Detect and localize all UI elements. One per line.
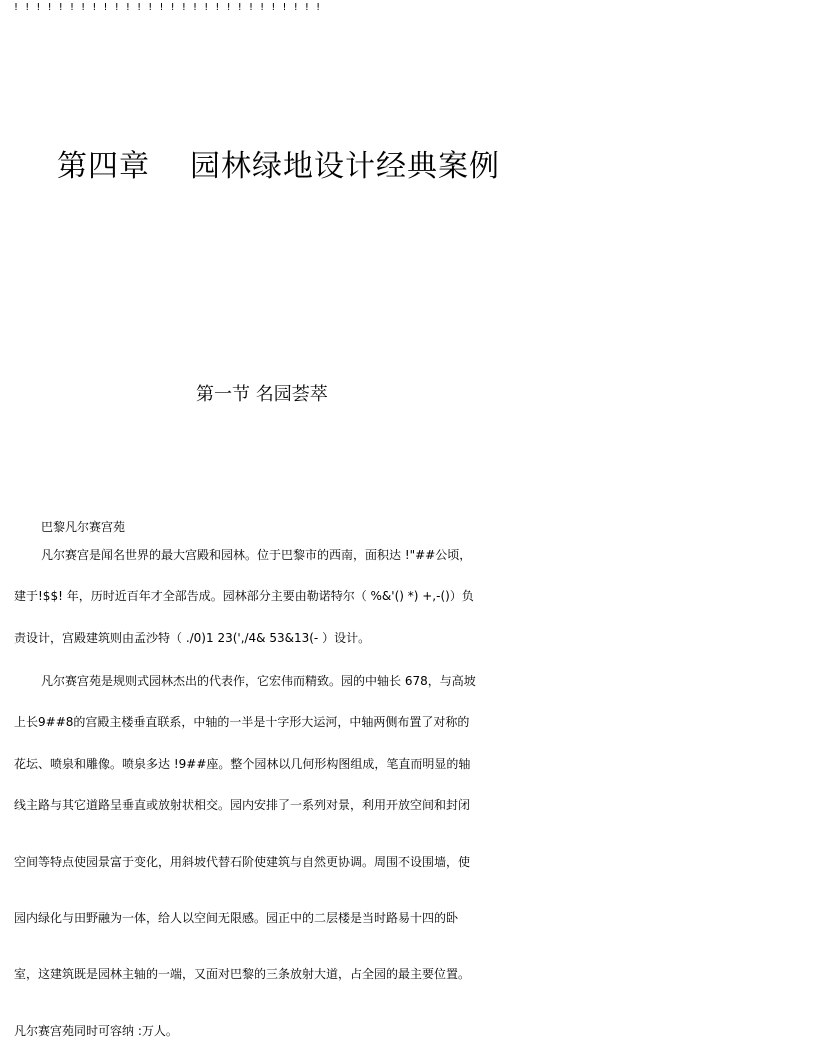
paragraph-line: 凡尔赛宫苑同时可容纳 :万人。: [14, 1024, 178, 1038]
chapter-number: 第四章: [57, 149, 150, 184]
article-heading: 巴黎凡尔赛宫苑: [41, 520, 126, 534]
header-marks: ! ! ! ! ! ! ! ! ! ! ! ! ! ! ! ! ! ! ! ! ! ! ! ! ! ! ! !: [14, 2, 323, 13]
paragraph-line: 建于!$$! 年，历时近百年才全部告成。园林部分主要由勒诺特尔（ %&'() *) +,-()）负: [14, 589, 474, 603]
paragraph-line: 凡尔赛宫苑是规则式园林杰出的代表作，它宏伟而精致。园的中轴长 678，与高坡: [41, 674, 476, 688]
paragraph-line: 园内绿化与田野融为一体，给人以空间无限感。园正中的二层楼是当时路易十四的卧: [14, 911, 459, 925]
paragraph-line: 责设计，宫殿建筑则由孟沙特（ ./0)1 23(',/4& 53&13(- ）设计。: [14, 631, 371, 645]
section-title: 第一节 名园荟萃: [196, 384, 328, 405]
paragraph-line: 花坛、喷泉和雕像。喷泉多达 !9##座。整个园林以几何形构图组成，笔直而明显的轴: [14, 757, 471, 771]
chapter-title: [57, 141, 500, 185]
paragraph-line: 室，这建筑既是园林主轴的一端，又面对巴黎的三条放射大道，占全园的最主要位置。: [14, 967, 471, 981]
paragraph-line: 线主路与其它道路呈垂直或放射状相交。园内安排了一系列对景，利用开放空间和封闭: [14, 798, 471, 812]
paragraph-line: 凡尔赛宫是闻名世界的最大宫殿和园林。位于巴黎市的西南，面积达 !"##公顷，: [41, 548, 472, 562]
paragraph-line: 上长9##8的宫殿主楼垂直联系，中轴的一半是十字形大运河，中轴两侧布置了对称的: [14, 715, 470, 729]
paragraph-line: 空间等特点使园景富于变化，用斜坡代替石阶使建筑与自然更协调。周围不设围墙，使: [14, 855, 471, 869]
chapter-name: 园林绿地设计经典案例: [190, 149, 500, 184]
